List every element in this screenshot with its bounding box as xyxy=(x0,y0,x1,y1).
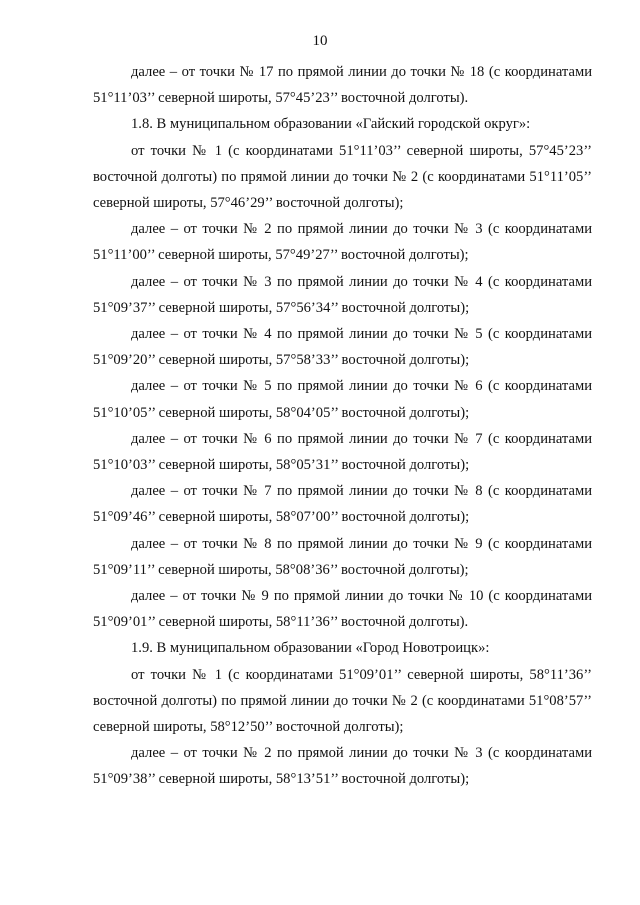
paragraph-novotroitsk-point-1-2: от точки № 1 (с координатами 51°09’01’’ северной широты, 58°11’36’’ восточной долготы) по прямой линии до точки № 2 (с координатами 51°08’57’’ северной широты, 58°12’50’’ восточной долготы); xyxy=(93,666,592,736)
paragraph-point-4-5: далее – от точки № 4 по прямой линии до точки № 5 (с координатами 51°09’20’’ северной широты, 57°58’33’’ восточной долготы); xyxy=(93,326,592,369)
document-body xyxy=(93,59,592,793)
page-number: 10 xyxy=(312,33,328,49)
paragraph-point-2-3: далее – от точки № 2 по прямой линии до точки № 3 (с координатами 51°11’00’’ северной широты, 57°49’27’’ восточной долготы); xyxy=(93,221,592,264)
paragraph-point-5-6: далее – от точки № 5 по прямой линии до точки № 6 (с координатами 51°10’05’’ северной широты, 58°04’05’’ восточной долготы); xyxy=(93,378,592,421)
section-heading-1-9: 1.9. В муниципальном образовании «Город Новотроицк»: xyxy=(131,640,490,657)
paragraph-point-6-7: далее – от точки № 6 по прямой линии до точки № 7 (с координатами 51°10’03’’ северной широты, 58°05’31’’ восточной долготы); xyxy=(93,430,592,474)
paragraph-novotroitsk-point-2-3: далее – от точки № 2 по прямой линии до точки № 3 (с координатами 51°09’38’’ северной широты, 58°13’51’’ восточной долготы); xyxy=(93,745,592,788)
paragraph-point-1-2: от точки № 1 (с координатами 51°11’03’’ северной широты, 57°45’23’’ восточной долготы) по прямой линии до точки № 2 (с координатами 51°11’05’’ северной широты, 57°46’29’’ восточной долготы); xyxy=(93,142,592,212)
paragraph-point-3-4: далее – от точки № 3 по прямой линии до точки № 4 (с координатами 51°09’37’’ северной широты, 57°56’34’’ восточной долготы); xyxy=(93,273,592,316)
paragraph-point-8-9: далее – от точки № 8 по прямой линии до точки № 9 (с координатами 51°09’11’’ северной широты, 58°08’36’’ восточной долготы); xyxy=(93,535,592,578)
paragraph-point-9-10: далее – от точки № 9 по прямой линии до точки № 10 (с координатами 51°09’01’’ северной широты, 58°11’36’’ восточной долготы). xyxy=(93,588,592,631)
paragraph-segment-17-18: далее – от точки № 17 по прямой линии до точки № 18 (с координатами 51°11’03’’ северной широты, 57°45’23’’ восточной долготы). xyxy=(93,64,592,107)
paragraph-point-7-8: далее – от точки № 7 по прямой линии до точки № 8 (с координатами 51°09’46’’ северной широты, 58°07’00’’ восточной долготы); xyxy=(93,483,592,526)
section-heading-1-8: 1.8. В муниципальном образовании «Гайский городской округ»: xyxy=(131,116,531,133)
